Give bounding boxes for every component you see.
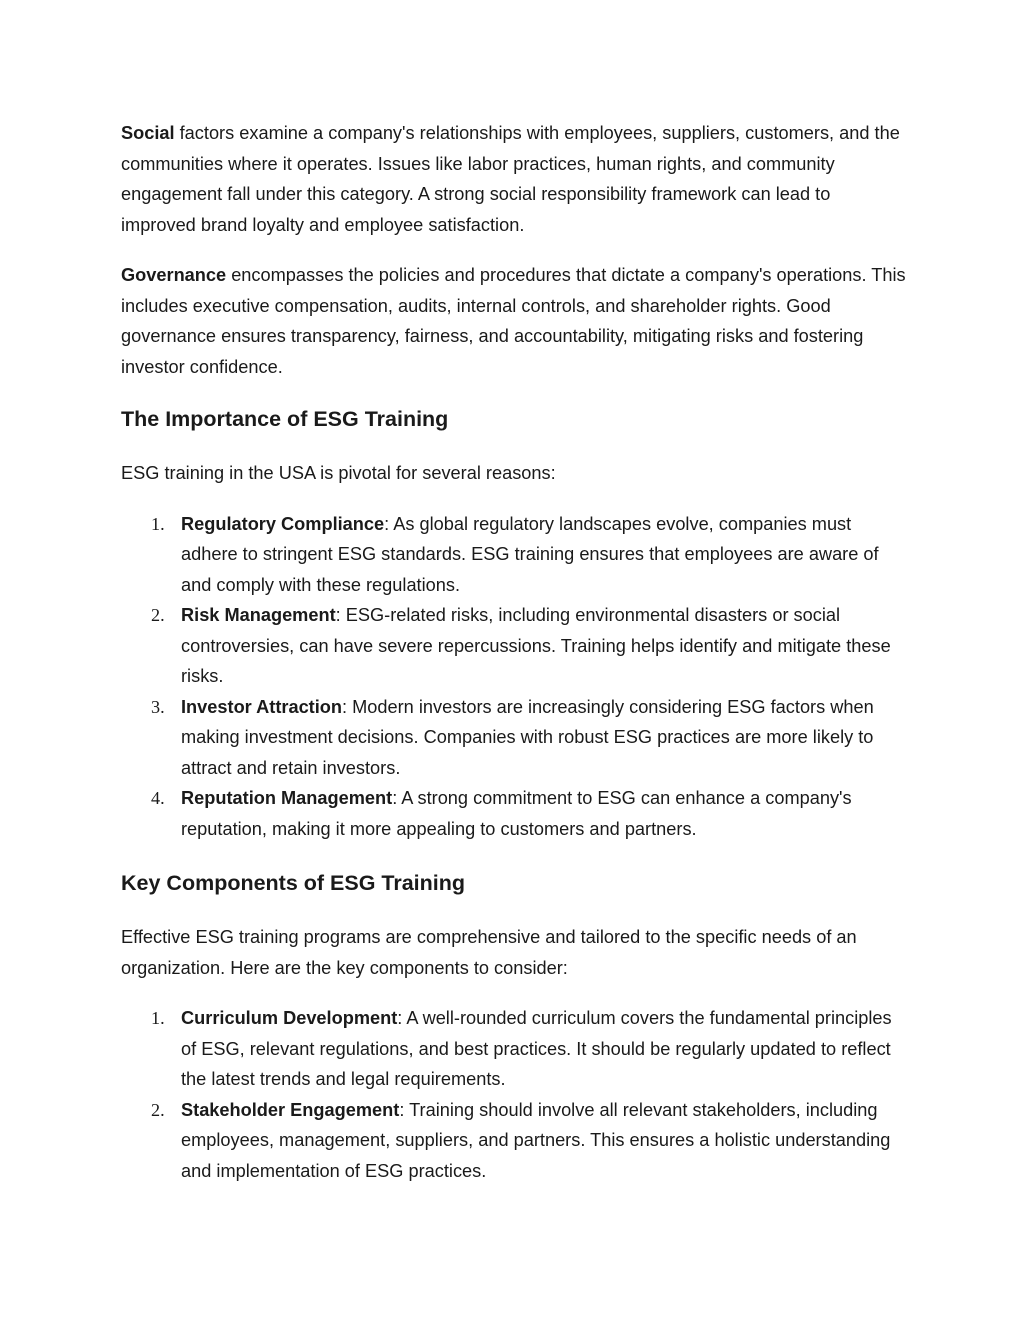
list-item-term: Stakeholder Engagement (181, 1099, 400, 1120)
list-item-text: : Training should involve all relevant stakeholders, including employees, management, suppliers, and partners. This ensures a holistic understanding and implementation of ESG practices. (181, 1099, 891, 1181)
list-number: 2. (151, 605, 165, 625)
list-item (121, 692, 906, 784)
list-item (121, 600, 906, 692)
social-term: Social (121, 123, 175, 143)
components-heading: Key Components of ESG Training (121, 871, 466, 895)
list-item-term: Regulatory Compliance (181, 513, 385, 534)
list-number: 1. (151, 1008, 165, 1028)
social-text: factors examine a company's relationships with employees, suppliers, customers, and the communities where it operates. Issues like labor practices, human rights, and community engagement fall under this category. A strong social responsibility framework can lead to improved brand loyalty and employee satisfaction. (121, 123, 900, 235)
list-item-text: : ESG-related risks, including environmental disasters or social controversies, can have severe repercussions. Training helps identify and mitigate these risks. (181, 605, 891, 686)
list-number: 1. (151, 513, 165, 534)
list-item (121, 1003, 906, 1095)
governance-term: Governance (121, 265, 227, 285)
list-item-term: Reputation Management (181, 788, 393, 808)
list-item-term: Investor Attraction (181, 696, 343, 717)
governance-text: encompasses the policies and procedures that dictate a company's operations. This includes executive compensation, audits, internal controls, and shareholder rights. Good governance ensures transparency, fairness, and accountability, mitigating risks and fostering investor confidence. (121, 265, 906, 377)
social-paragraph (121, 118, 906, 240)
list-item (121, 783, 906, 844)
document-body (121, 118, 906, 1208)
list-number: 3. (151, 696, 165, 717)
list-item-text: : As global regulatory landscapes evolve, companies must adhere to stringent ESG standards. ESG training ensures that employees are aware of and comply with these regulations. (181, 513, 879, 595)
importance-heading: The Importance of ESG Training (121, 407, 449, 431)
list-number: 2. (151, 1099, 165, 1120)
components-intro: Effective ESG training programs are comprehensive and tailored to the specific needs of an organization. Here are the key components to consider: (121, 927, 857, 978)
list-item-text: : Modern investors are increasingly considering ESG factors when making investment decisions. Companies with robust ESG practices are more likely to attract and retain investors. (181, 696, 874, 778)
importance-intro: ESG training in the USA is pivotal for several reasons: (121, 463, 556, 483)
importance-list (121, 509, 906, 845)
list-item (121, 509, 906, 601)
list-item-text: : A strong commitment to ESG can enhance a company's reputation, making it more appealing to customers and partners. (181, 788, 852, 839)
list-item (121, 1095, 906, 1187)
components-list (121, 1003, 906, 1186)
list-item-term: Risk Management (181, 605, 336, 625)
list-item-text: : A well-rounded curriculum covers the fundamental principles of ESG, relevant regulations, and best practices. It should be regularly updated to reflect the latest trends and legal requirements. (181, 1008, 892, 1089)
list-number: 4. (151, 788, 165, 808)
list-item-term: Curriculum Development (181, 1008, 398, 1028)
governance-paragraph (121, 260, 906, 382)
